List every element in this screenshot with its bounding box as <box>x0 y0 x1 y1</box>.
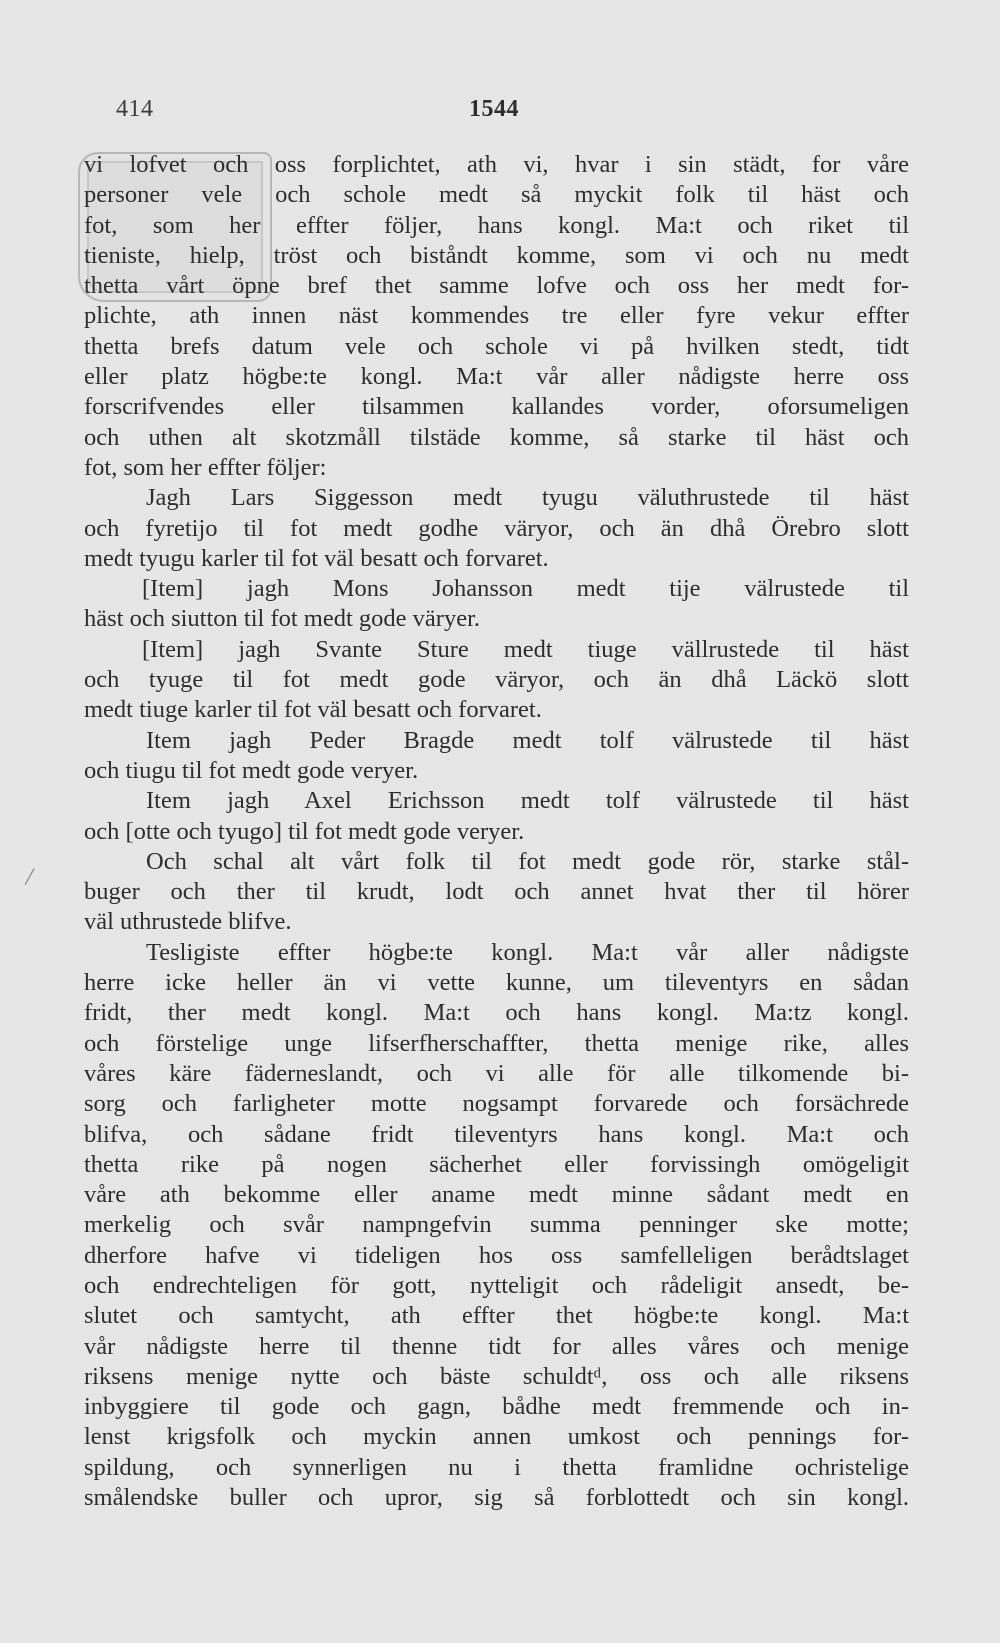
text-line: personer vele och schole medt så myckit folk til häst och <box>84 181 909 209</box>
text-line: [Item] jagh Mons Johansson medt tije välrustede til <box>142 575 909 603</box>
text-line: Jagh Lars Siggesson medt tyugu väluthrustede til häst <box>146 484 909 512</box>
text-line: vi lofvet och oss forplichtet, ath vi, hvar i sin städt, for våre <box>84 151 909 178</box>
text-line: buger och ther til krudt, lodt och annet hvat ther til hörer <box>84 878 909 906</box>
page-number: 414 <box>116 96 154 122</box>
body-text <box>84 150 909 1513</box>
text-line: våre ath bekomme eller aname medt minne sådant medt en <box>84 1181 909 1209</box>
text-line: herre icke heller än vi vette kunne, um tileventyrs en sådan <box>84 969 909 997</box>
text-line: forscrifvendes eller tilsammen kallandes vorder, oforsumeligen <box>84 393 909 421</box>
text-line: thetta rike på nogen sächerhet eller forvissingh omögeligit <box>84 1150 909 1178</box>
text-line: smålendske buller och upror, sig så forblottedt och sin kongl. <box>84 1484 909 1512</box>
text-line: och förstelige unge lifserfherschaffter, thetta menige rike, alles <box>84 1029 909 1057</box>
text-line: dherfore hafve vi tideligen hos oss samfelleligen berådtslaget <box>84 1241 909 1269</box>
text-line: och tyuge til fot medt gode väryor, och än dhå Läckö slott <box>84 666 909 694</box>
page-header <box>0 96 1000 132</box>
text-line: och uthen alt skotzmåll tilstäde komme, så starke til häst och <box>84 423 909 451</box>
text-line: fridt, ther medt kongl. Ma:t och hans kongl. Ma:tz kongl. <box>84 999 909 1027</box>
text-line: spildung, och synnerligen nu i thetta framlidne ochristelige <box>84 1453 909 1481</box>
text-line: riksens menige nytte och bäste schuldtᵈ, oss och alle riksens <box>84 1362 909 1390</box>
text-line: Item jagh Axel Erichsson medt tolf välrustede til häst <box>146 787 909 815</box>
text-line: och fyretijo til fot medt godhe väryor, och än dhå Örebro slott <box>84 514 909 542</box>
text-line: [Item] jagh Svante Sture medt tiuge vällrustede til häst <box>142 635 909 663</box>
text-line: fot, som her effter följer, hans kongl. Ma:t och riket til <box>84 211 909 239</box>
year-heading: 1544 <box>469 96 519 122</box>
text-line: Tesligiste effter högbe:te kongl. Ma:t vår aller nådigste <box>146 938 909 966</box>
text-line: och [otte och tyugo] til fot medt gode veryer. <box>84 817 525 845</box>
text-line: lenst krigsfolk och myckin annen umkost och pennings for- <box>84 1423 909 1451</box>
text-line: väl uthrustede blifve. <box>84 908 292 936</box>
text-line: plichte, ath innen näst kommendes tre eller fyre vekur effter <box>84 302 909 330</box>
text-line: och endrechteligen för gott, nytteligit och rådeligit ansedt, be- <box>84 1271 909 1299</box>
text-line: medt tyugu karler til fot väl besatt och forvaret. <box>84 544 549 572</box>
text-line: Item jagh Peder Bragde medt tolf välrustede til häst <box>146 726 909 754</box>
text-line: blifva, och sådane fridt tileventyrs hans kongl. Ma:t och <box>84 1120 909 1148</box>
text-line: inbyggiere til gode och gagn, bådhe medt fremmende och in- <box>84 1393 909 1421</box>
margin-pencil-mark: / <box>23 861 36 892</box>
text-line: häst och siutton til fot medt gode väryer. <box>84 605 481 633</box>
text-line: tieniste, hielp, tröst och biståndt komme, som vi och nu medt <box>84 241 909 269</box>
text-line: våres käre fäderneslandt, och vi alle för alle tilkomende bi- <box>84 1059 909 1087</box>
text-line: sorg och farligheter motte nogsampt forvarede och forsächrede <box>84 1090 909 1118</box>
text-line: medt tiuge karler til fot väl besatt och forvaret. <box>84 696 542 724</box>
text-line: slutet och samtycht, ath effter thet högbe:te kongl. Ma:t <box>84 1302 909 1330</box>
text-line: merkelig och svår nampngefvin summa penninger ske motte; <box>84 1211 909 1239</box>
text-line: eller platz högbe:te kongl. Ma:t vår aller nådigste herre oss <box>84 363 909 391</box>
text-line: Och schal alt vårt folk til fot medt gode rör, starke stål- <box>146 847 909 875</box>
text-line: fot, som her effter följer: <box>84 453 327 481</box>
text-line: och tiugu til fot medt gode veryer. <box>84 756 419 784</box>
text-line: vår nådigste herre til thenne tidt for alles våres och menige <box>84 1332 909 1360</box>
text-line: thetta vårt öpne bref thet samme lofve och oss her medt for- <box>84 272 909 300</box>
text-line: thetta brefs datum vele och schole vi på hvilken stedt, tidt <box>84 332 909 360</box>
